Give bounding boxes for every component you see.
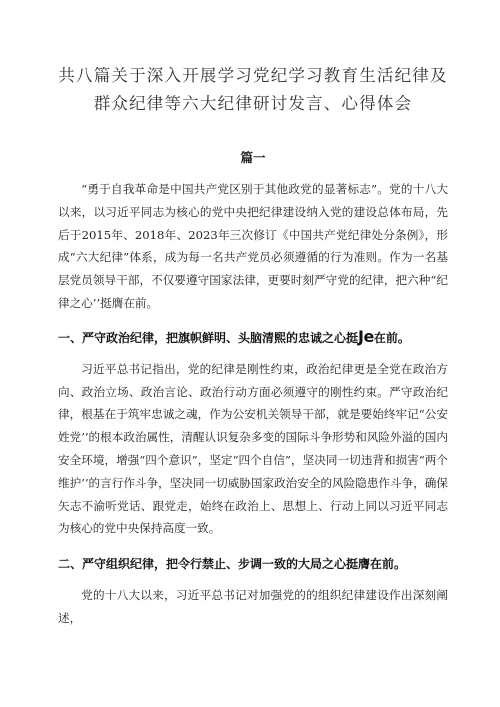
heading-political-discipline bbox=[58, 327, 448, 348]
paragraph-organizational-discipline: 党的十八大以来，习近平总书记对加强党的的组织纪律建设作出深刻阐述， bbox=[58, 588, 448, 625]
paragraph-intro: “勇于自我革命是中国共产党区别于其他政党的显著标志”。党的十八大以来，以习近平同志为核心的党中央把纪律建设纳入党的建设总体布局，先后于2015年、2018年、2023年三次修订《中国共产党纪律处分条例》，形成“六大纪律”体系，成为每一名共产党员必须遵循的行为准则。作为一名基层党员领导干部，不仅要遵守国家法律，更要时刻严守党的纪律，把六种“纪律之心’’挺膺在前。 bbox=[58, 182, 448, 310]
document-title-line2: 群众纪律等六大纪律研讨发言、心得体会 bbox=[93, 94, 413, 113]
heading-political-discipline-big-text: Je bbox=[358, 326, 374, 346]
section-label: 篇一 bbox=[240, 150, 266, 165]
heading-organizational-discipline: 二、严守组织纪律，把令行禁止、步调一致的大局之心挺膺在前。 bbox=[58, 557, 407, 572]
heading-political-discipline-text: 一、严守政治纪律，把旗帜鲜明、头脑清熙的忠诚之心挺 bbox=[58, 330, 359, 345]
document-title bbox=[58, 62, 448, 118]
heading-political-discipline-end: 在前。 bbox=[373, 330, 410, 345]
document-title-line1: 共八篇关于深入开展学习党纪学习教育生活纪律及 bbox=[58, 66, 448, 85]
paragraph-political-discipline: 习近平总书记指出，党的纪律是刚性约束，政治纪律更是全党在政治方向、政治立场、政治言论、政治行动方面必须遵守的刚性约束。严守政治纪律，根基在于筑牢忠诚之魂，作为公安机关领导干部，就是要始终牢记“公安姓党’’的根本政治属性，清醒认识复杂多变的国际斗争形势和风险外溢的国内安全环境，增强“四个意识”，坚定“四个自信”，坚决同一切违背和损害“两个维护’’的言行作斗争，坚决同一切威胁国家政治安全的风险隐患作斗争，确保矢志不渝听党话、跟党走，始终在政治上、思想上、行动上同以习近平同志为核心的党中央保持高度一致。 bbox=[58, 361, 448, 536]
